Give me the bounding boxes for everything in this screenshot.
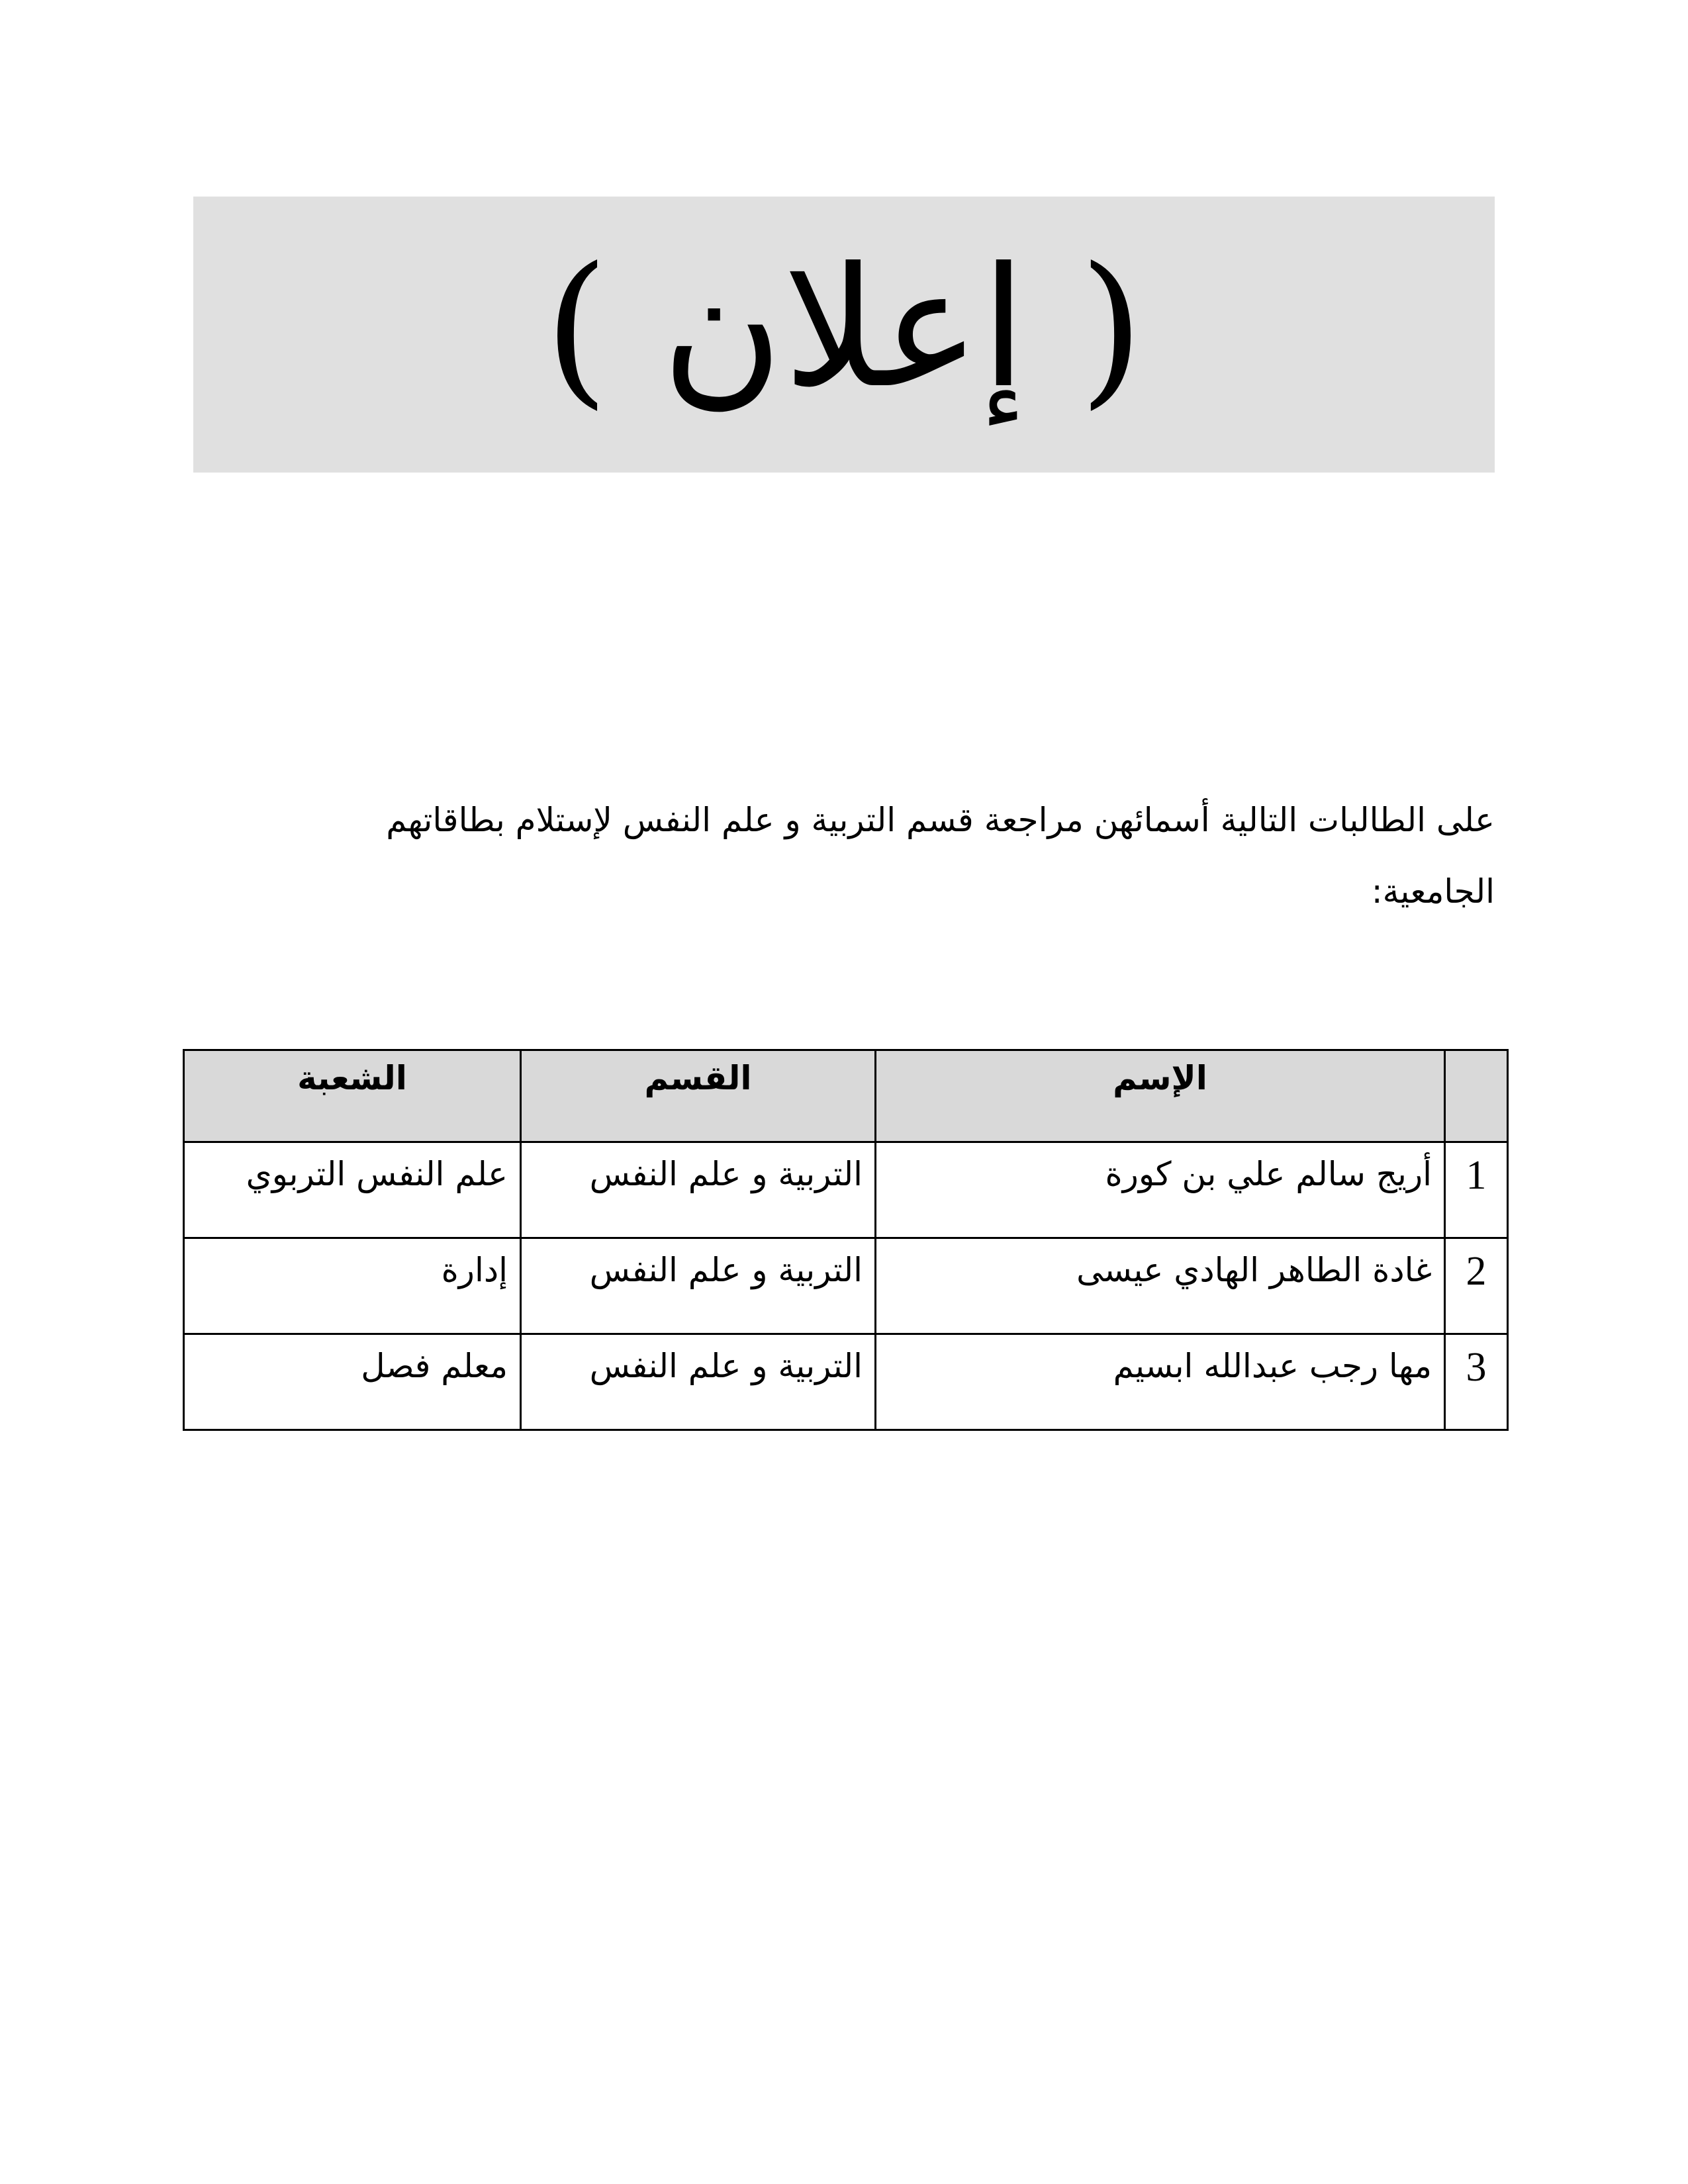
table-row bbox=[184, 1238, 1508, 1334]
header-department: القسم bbox=[521, 1050, 876, 1142]
student-department: التربية و علم النفس bbox=[521, 1142, 876, 1238]
student-name: غادة الطاهر الهادي عيسى bbox=[876, 1238, 1445, 1334]
header-name: الإسم bbox=[876, 1050, 1445, 1142]
header-division: الشعبة bbox=[184, 1050, 521, 1142]
header-number bbox=[1445, 1050, 1508, 1142]
student-department: التربية و علم النفس bbox=[521, 1334, 876, 1430]
table-row bbox=[184, 1334, 1508, 1430]
announcement-title: ( إعلان ) bbox=[544, 231, 1144, 424]
student-department: التربية و علم النفس bbox=[521, 1238, 876, 1334]
row-number: 3 bbox=[1445, 1334, 1508, 1430]
announcement-title-banner bbox=[193, 197, 1495, 473]
student-division: معلم فصل bbox=[184, 1334, 521, 1430]
row-number: 1 bbox=[1445, 1142, 1508, 1238]
student-division: إدارة bbox=[184, 1238, 521, 1334]
student-name: مها رجب عبدالله ابسيم bbox=[876, 1334, 1445, 1430]
students-table bbox=[183, 1049, 1509, 1431]
table-row bbox=[184, 1142, 1508, 1238]
student-name: أريج سالم علي بن كورة bbox=[876, 1142, 1445, 1238]
row-number: 2 bbox=[1445, 1238, 1508, 1334]
student-division: علم النفس التربوي bbox=[184, 1142, 521, 1238]
announcement-intro-text: على الطالبات التالية أسمائهن مراجعة قسم التربية و علم النفس لإستلام بطاقاتهم الجامعية: bbox=[386, 801, 1495, 911]
table-header-row bbox=[184, 1050, 1508, 1142]
